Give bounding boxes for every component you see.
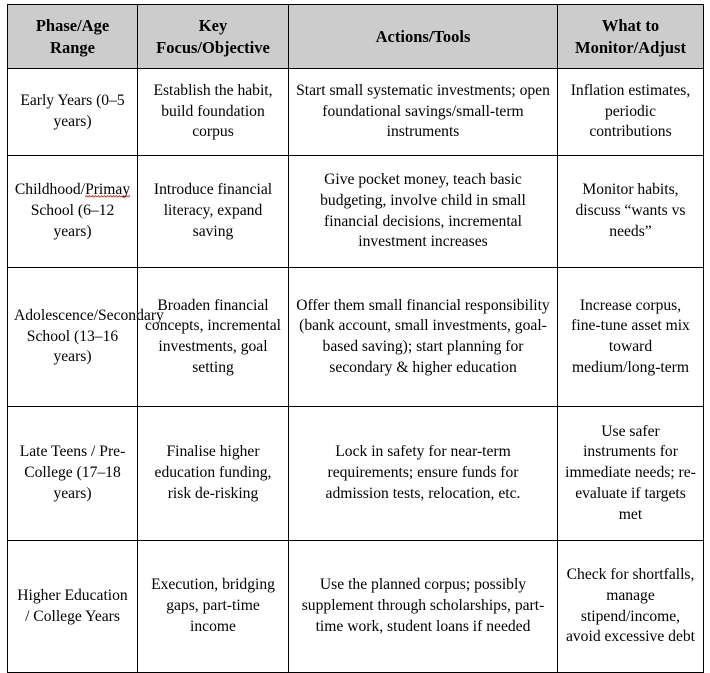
monitor-text: Inflation estimates, periodic contributions [570,81,691,141]
phase-text: Higher Education / College Years [17,586,128,625]
table-row [8,69,704,156]
column-header-key-focus-objective: Key Focus/Objective [138,5,289,69]
column-header-what-to-monitor-adjust: What to Monitor/Adjust [558,5,704,69]
phase-text: Late Teens / Pre-College (17–18 years) [19,443,126,502]
phase-text: Adolescence/Secondary School (13–16 years) [14,306,164,366]
actions-text: Give pocket money, teach basic budgeting, involve child in small financial decisions, incremental investment increases [320,171,526,251]
table-row [8,407,704,541]
cell-phase [8,156,138,268]
cell-monitor [558,407,704,541]
cell-phase [8,268,164,407]
cell-focus [138,541,289,673]
cell-actions [289,69,558,156]
phase-suffix: School (6–12 years) [30,202,115,240]
actions-text: Start small systematic investments; open foundational savings/small-term instruments [296,81,550,141]
cell-phase [8,69,138,156]
cell-actions [289,156,558,268]
monitor-text: Check for shortfalls, manage stipend/income, avoid excessive debt [565,566,696,646]
monitor-text: Monitor habits, discuss “wants vs needs” [575,181,686,240]
focus-text: Establish the habit, build foundation corpus [153,81,273,141]
cell-actions [289,407,558,541]
phase-prefix: Childhood/ [14,181,86,199]
cell-monitor [558,156,704,268]
focus-text: Broaden financial concepts, incremental investments, goal setting [145,296,281,376]
cell-phase [8,541,138,673]
actions-text: Lock in safety for near-term requirements; ensure funds for admission tests, relocation, etc. [325,443,521,502]
monitor-text: Use safer instruments for immediate needs; re-evaluate if targets met [565,422,696,523]
cell-monitor [558,69,704,156]
cell-actions [289,541,558,673]
phase-text [14,180,131,242]
cell-focus [138,268,289,407]
focus-text: Execution, bridging gaps, part-time income [151,576,275,635]
table-body [8,69,704,673]
table-row [8,541,704,673]
table-row [8,268,704,407]
cell-phase [8,407,138,541]
financial-planning-phases-table [7,4,704,673]
cell-focus [138,156,289,268]
phase-text: Early Years (0–5 years) [20,92,125,130]
column-header-phase-age-range: Phase/Age Range [8,5,138,69]
actions-text: Offer them small financial responsibility (bank account, small investments, goal-based saving); start planning for secondary & higher education [296,296,550,376]
table-header-row [8,5,704,69]
cell-actions [289,268,558,407]
cell-focus [138,407,289,541]
focus-text: Introduce financial literacy, expand saving [153,181,273,240]
table-header [8,5,704,69]
spellcheck-underlined-word: Prima [85,181,123,199]
cell-monitor [558,268,704,407]
focus-text: Finalise higher education funding, risk de-risking [154,443,272,502]
cell-monitor [558,541,704,673]
cell-focus [138,69,289,156]
actions-text: Use the planned corpus; possibly supplement through scholarships, part-time work, student loans if needed [301,576,545,635]
column-header-actions-tools: Actions/Tools [289,5,558,69]
monitor-text: Increase corpus, fine-tune asset mix toward medium/long-term [571,296,690,376]
table-row [8,156,704,268]
spellcheck-underlined-word-continuation: y [122,181,131,199]
